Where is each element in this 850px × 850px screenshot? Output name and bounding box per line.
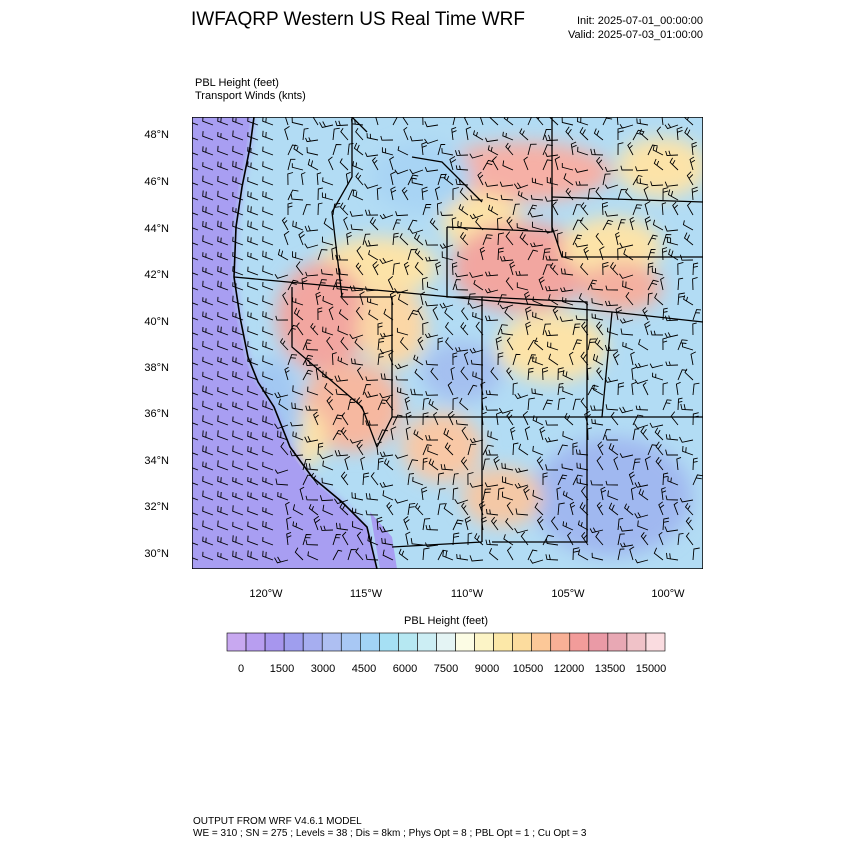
lat-tick-36: 36°N: [144, 408, 169, 420]
colorbar-swatch: [513, 633, 532, 651]
colorbar-swatch: [417, 633, 436, 651]
wind-label: Transport Winds (knts): [195, 90, 306, 102]
colorbar-swatch: [627, 633, 646, 651]
lat-tick-34: 34°N: [144, 455, 169, 467]
colorbar-label: 4500: [351, 663, 377, 675]
colorbar-swatch: [646, 633, 665, 651]
colorbar-label: 1500: [269, 663, 295, 675]
lat-tick-46: 46°N: [144, 176, 169, 188]
valid-time: Valid: 2025-07-03_01:00:00: [568, 29, 703, 41]
colorbar-swatch: [303, 633, 322, 651]
colorbar-swatch: [265, 633, 284, 651]
colorbar-swatch: [456, 633, 475, 651]
lat-tick-30: 30°N: [144, 548, 169, 560]
colorbar-swatch: [570, 633, 589, 651]
colorbar-swatch: [589, 633, 608, 651]
model-footer: OUTPUT FROM WRF V4.6.1 MODEL: [193, 816, 362, 827]
colorbar-label: 3000: [310, 663, 336, 675]
colorbar-swatch: [532, 633, 551, 651]
lon-tick-100: 100°W: [651, 588, 685, 600]
colorbar-swatch: [475, 633, 494, 651]
lon-tick-110: 110°W: [450, 588, 484, 600]
colorbar-swatch: [322, 633, 341, 651]
colorbar-swatch: [551, 633, 570, 651]
colorbar-swatch: [360, 633, 379, 651]
colorbar-swatch: [284, 633, 303, 651]
field-label: PBL Height (feet): [195, 77, 279, 89]
colorbar: [226, 632, 666, 652]
run-times: [568, 14, 703, 42]
lon-tick-120: 120°W: [249, 588, 283, 600]
colorbar-label: 9000: [474, 663, 500, 675]
plot-title: IWFAQRP Western US Real Time WRF: [191, 9, 525, 30]
colorbar-label: 0: [237, 663, 245, 675]
colorbar-swatch: [246, 633, 265, 651]
init-time: Init: 2025-07-01_00:00:00: [577, 15, 703, 27]
colorbar-swatch: [608, 633, 627, 651]
lat-tick-44: 44°N: [144, 223, 169, 235]
lon-tick-115: 115°W: [349, 588, 383, 600]
colorbar-swatch: [436, 633, 455, 651]
colorbar-swatch: [398, 633, 417, 651]
colorbar-swatch: [494, 633, 513, 651]
pbl-height-map: [192, 117, 703, 569]
colorbar-swatch: [379, 633, 398, 651]
map-panel: [192, 117, 703, 569]
colorbar-label: 6000: [392, 663, 418, 675]
colorbar-label: 12000: [553, 663, 585, 675]
colorbar-label: 15000: [635, 663, 667, 675]
colorbar-label: 10500: [512, 663, 544, 675]
colorbar-swatch: [227, 633, 246, 651]
colorbar-label: 13500: [594, 663, 626, 675]
lat-tick-40: 40°N: [144, 316, 169, 328]
model-config-footer: WE = 310 ; SN = 275 ; Levels = 38 ; Dis = 8km ; Phys Opt = 8 ; PBL Opt = 1 ; Cu Opt = 3: [193, 828, 587, 839]
lat-tick-48: 48°N: [144, 129, 169, 141]
lat-tick-38: 38°N: [144, 362, 169, 374]
lat-tick-32: 32°N: [144, 501, 169, 513]
colorbar-swatch: [341, 633, 360, 651]
lon-tick-105: 105°W: [551, 588, 585, 600]
colorbar-title: PBL Height (feet): [404, 615, 488, 627]
lat-tick-42: 42°N: [144, 269, 169, 281]
colorbar-label: 7500: [433, 663, 459, 675]
